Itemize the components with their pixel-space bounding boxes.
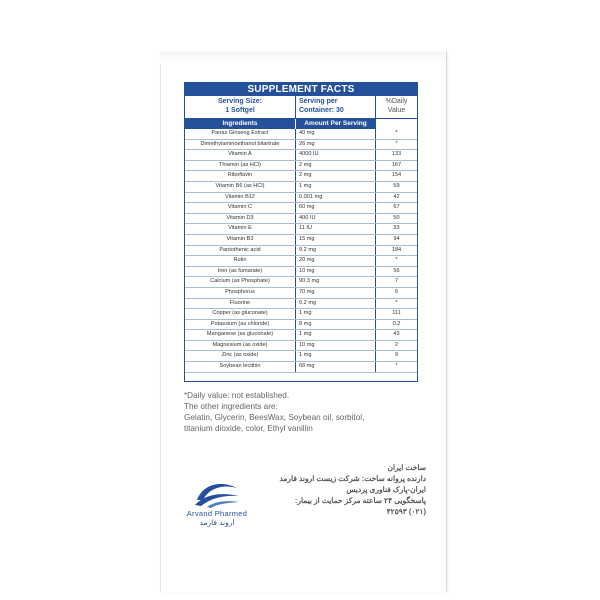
table-row — [185, 193, 417, 204]
table-row — [185, 256, 417, 267]
dv-header-spacer — [375, 119, 417, 129]
ingredient-amount: 15 mg — [295, 235, 375, 245]
ingredient-amount: 1 mg — [295, 330, 375, 340]
ingredient-name: Potassium (as chloride) — [210, 320, 270, 327]
ingredient-dv: 167 — [375, 161, 417, 171]
ingredient-amount: 40 mg — [295, 129, 375, 139]
ingredient-dv: 56 — [375, 267, 417, 277]
ingredient-name: Dimethylaminoethanol bitartrate — [200, 140, 280, 147]
ingredient-amount: 10 mg — [295, 341, 375, 351]
ingredient-name: Copper (as gluconate) — [212, 310, 268, 317]
note-line: The other ingredients are: — [184, 402, 278, 411]
manufacturer-info — [262, 462, 426, 517]
ingredient-dv: 184 — [375, 246, 417, 256]
fa-line: ساخت ایران — [387, 463, 426, 472]
logo-text-en: Arvand Pharmed — [186, 509, 248, 518]
ingredient-dv: 42 — [375, 193, 417, 203]
ingredient-amount: 1 mg — [295, 182, 375, 192]
ingredient-name: Fluorine — [229, 299, 251, 306]
ingredient-amount: 9.2 mg — [295, 246, 375, 256]
ingredient-name: Thiamin (as HCl) — [219, 161, 261, 168]
ingredient-amount: 66 mg — [295, 362, 375, 372]
ingredient-name: Vitamin B12 — [224, 193, 256, 200]
ingredient-dv: * — [375, 140, 417, 150]
ingredient-dv: 154 — [375, 171, 417, 181]
ingredient-dv: 94 — [375, 235, 417, 245]
table-row — [185, 309, 417, 320]
ingredient-name: Vitamin D3 — [226, 214, 254, 221]
ingredient-name: Magnesium (as oxide) — [212, 341, 268, 348]
ingredient-dv: 50 — [375, 214, 417, 224]
table-row — [185, 330, 417, 341]
ingredient-dv: 7 — [375, 277, 417, 287]
fa-line: (۰۲۱) ۴۲۵۹۳ — [386, 507, 426, 516]
ingredient-dv: * — [375, 129, 417, 139]
ingredient-name: Iron (as fumarate) — [217, 267, 263, 274]
ingredient-amount: 11 IU — [295, 224, 375, 234]
table-row — [185, 214, 417, 225]
ingredient-dv: 9 — [375, 351, 417, 361]
ingredient-name: Vitamin B3 — [226, 235, 254, 242]
facts-title: SUPPLEMENT FACTS — [185, 83, 417, 96]
ingredient-amount: 1 mg — [295, 309, 375, 319]
table-row — [185, 351, 417, 362]
table-row — [185, 182, 417, 193]
table-row — [185, 161, 417, 172]
ingredient-amount: 90.3 mg — [295, 277, 375, 287]
table-row — [185, 140, 417, 151]
ingredient-amount: 26 mg — [295, 140, 375, 150]
note-line: Gelatin, Glycerin, BeesWax, Soybean oil, sorbitol, — [184, 413, 365, 422]
supplement-facts-panel — [184, 82, 418, 382]
table-row — [185, 277, 417, 288]
ingredient-name: Calcium (as Phosphate) — [210, 278, 270, 285]
ingredient-name: Phosphorus — [225, 288, 255, 295]
ingredients-header: Ingredients — [185, 119, 295, 129]
ingredient-name: Rutin — [233, 257, 247, 264]
table-row — [185, 224, 417, 235]
table-row — [185, 203, 417, 214]
note-line: *Daily value: not established. — [184, 391, 290, 400]
table-row — [185, 267, 417, 278]
box-top-shade — [160, 52, 445, 64]
serving-size: Serving Size: 1 Softgel — [218, 98, 262, 114]
table-row — [185, 235, 417, 246]
fa-line: دارنده پروانه ساخت: شرکت زیست اروند فارمد — [279, 474, 426, 483]
ingredient-name: Panax Ginseng Extract — [211, 130, 269, 136]
ingredient-amount: 4000 IU — [295, 150, 375, 160]
ingredient-dv: 67 — [375, 203, 417, 213]
table-row — [185, 288, 417, 299]
ingredient-name: Manganese (as gluconate) — [206, 331, 274, 338]
ingredient-dv: * — [375, 256, 417, 266]
table-row — [185, 362, 417, 373]
ingredient-amount: 70 mg — [295, 288, 375, 298]
ingredient-amount: 1 mg — [295, 351, 375, 361]
amount-header: Amount Per Serving — [295, 119, 375, 129]
ingredient-dv: 111 — [375, 309, 417, 319]
ingredient-dv: 6 — [375, 288, 417, 298]
serving-per-container: Serving per Container: 30 — [295, 96, 375, 118]
logo-text-fa: اروند فارمد — [199, 518, 235, 527]
table-row — [185, 150, 417, 161]
table-row — [185, 320, 417, 331]
fa-line: پاسخگویی ۲۴ ساعته مرکز حمایت از بیمار: — [294, 496, 426, 505]
table-row — [185, 171, 417, 182]
ingredient-dv: 133 — [375, 150, 417, 160]
ingredient-amount: 2 mg — [295, 161, 375, 171]
ingredient-amount: 20 mg — [295, 256, 375, 266]
ingredient-amount: 0.2 mg — [295, 299, 375, 309]
ingredient-name: Zinc (as oxide) — [221, 352, 259, 359]
ingredient-dv: 2 — [375, 341, 417, 351]
table-row — [185, 246, 417, 257]
table-row — [185, 129, 417, 140]
ingredient-name: Pantothenic acid — [219, 246, 261, 253]
ingredients-notes — [184, 390, 424, 434]
ingredient-amount: 10 mg — [295, 267, 375, 277]
ingredient-amount: 60 mg — [295, 203, 375, 213]
ingredient-dv: 59 — [375, 182, 417, 192]
ingredient-name: Vitamin A — [228, 151, 252, 158]
ingredient-amount: 8 mg — [295, 320, 375, 330]
fa-line: ایران-پارک فناوری پردیس — [346, 485, 426, 494]
ingredient-amount: 2 mg — [295, 171, 375, 181]
ingredient-name: Vitamin E — [228, 225, 252, 232]
ingredient-name: Vitamin C — [227, 204, 253, 211]
ingredient-name: Vitamin B6 (as HCl) — [215, 182, 265, 189]
table-row — [185, 299, 417, 310]
facts-rows — [185, 129, 417, 373]
ingredient-dv: 43 — [375, 330, 417, 340]
serving-header — [185, 96, 417, 119]
ingredient-amount: 400 IU — [295, 214, 375, 224]
ingredient-name: Riboflavin — [227, 172, 253, 179]
ingredient-dv: * — [375, 362, 417, 372]
ingredient-amount: 0.001 mg — [295, 193, 375, 203]
ingredient-name: Soybean lecithin — [219, 363, 261, 370]
ingredient-dv: * — [375, 299, 417, 309]
table-row — [185, 341, 417, 352]
ingredient-dv: 0.2 — [375, 320, 417, 330]
ingredient-dv: 33 — [375, 224, 417, 234]
daily-value-header: %Daily Value — [375, 96, 417, 118]
note-line: titanium dioxide, color, Ethyl vanillin — [184, 424, 313, 433]
column-headers — [185, 119, 417, 129]
wave-logo-icon — [193, 478, 241, 508]
brand-logo — [183, 478, 251, 527]
